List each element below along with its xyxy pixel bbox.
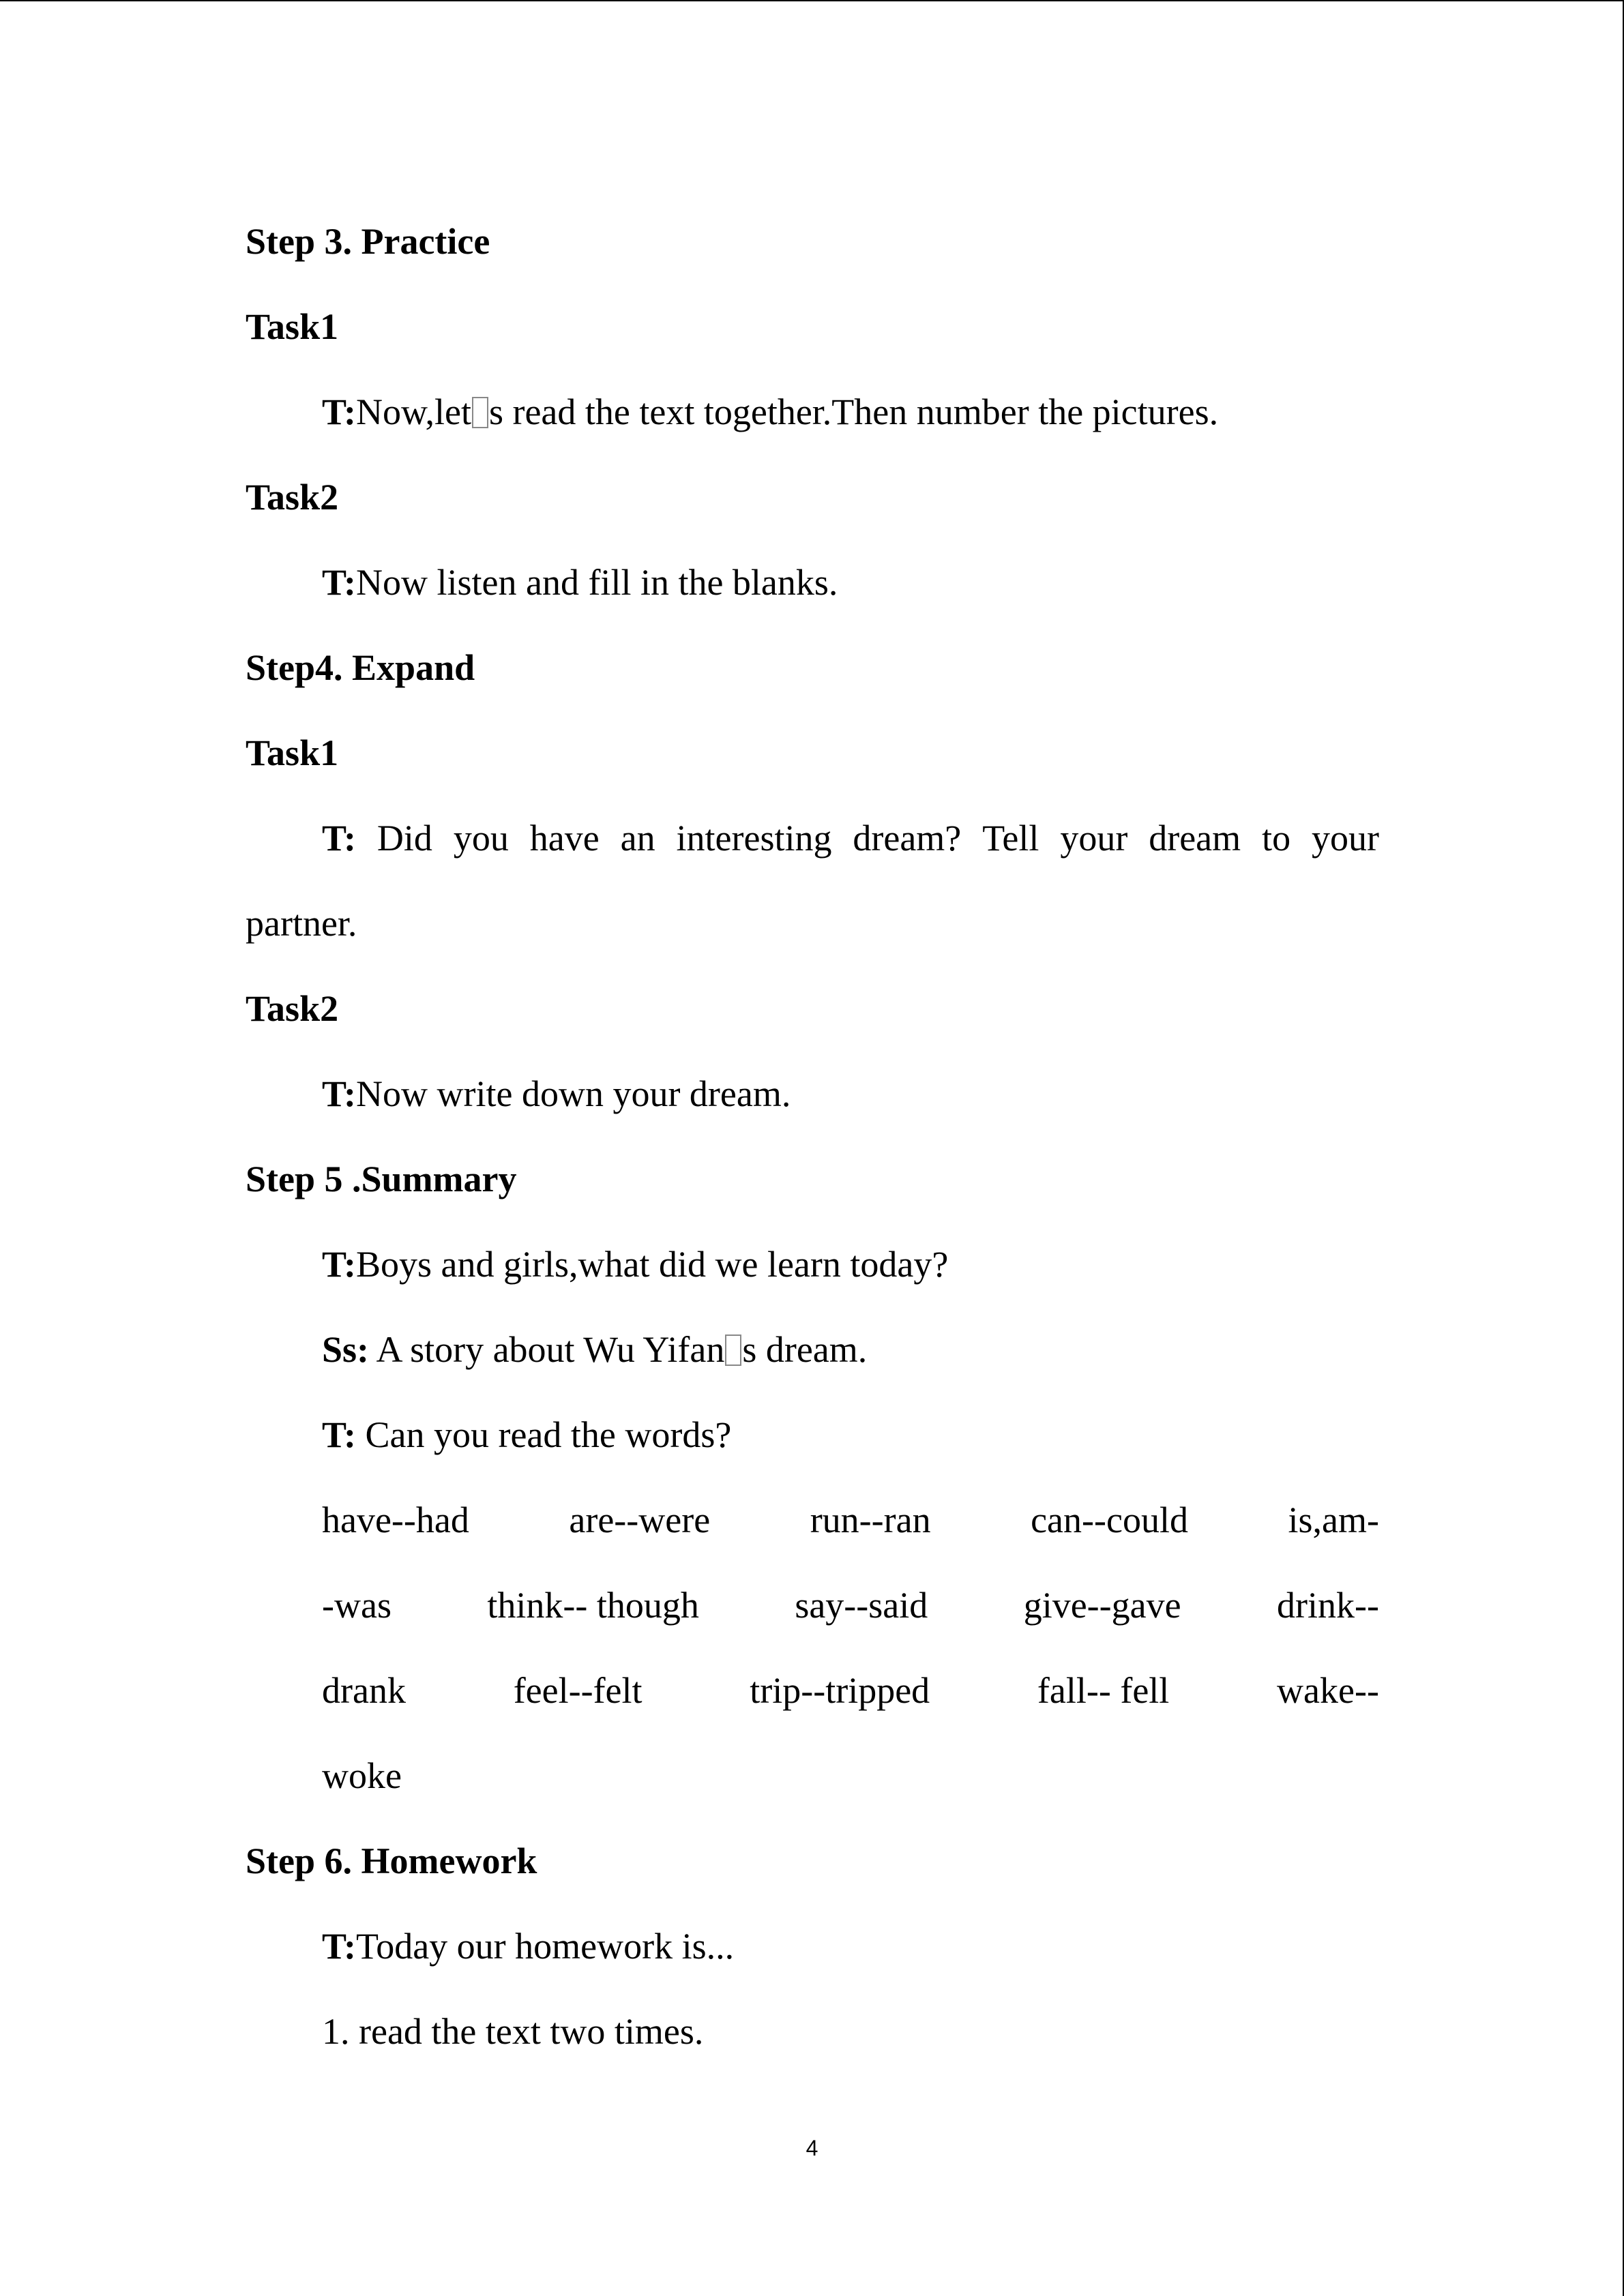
word: an [620,818,655,859]
step4-task2-label: Task2 [246,988,339,1029]
verb-form: give--gave [1023,1585,1181,1626]
word: dream [1149,818,1241,859]
word: dream? [853,818,962,859]
speaker-label: T: [322,1244,356,1285]
text-segment: s read the text together.Then number the pictures. [488,391,1219,432]
verb-form: are--were [569,1500,711,1540]
verb-form: have--had [322,1500,469,1540]
speaker-label: T: [322,1926,356,1967]
verb-form: is,am- [1288,1500,1379,1540]
speaker-label: T: [322,562,356,603]
verb-form: say--said [795,1585,928,1626]
verb-form: -was [322,1585,392,1626]
verb-forms-list [322,1500,1379,1840]
word: your [1060,818,1128,859]
text-segment: Today our homework is... [356,1926,735,1967]
verb-form: feel--felt [513,1670,643,1711]
verb-form: can--could [1031,1500,1188,1540]
step5-line2 [322,1329,867,1370]
verb-form: think-- though [487,1585,699,1626]
step3-heading: Step 3. Practice [246,221,490,262]
speaker-label: T: [322,1414,356,1455]
text-segment: s dream. [742,1329,868,1370]
step4-task1-continuation: partner. [246,903,357,944]
text-segment: A story about Wu Yifan [369,1329,725,1370]
text-segment: Now,let [356,391,471,432]
speaker-label: Ss: [322,1329,370,1370]
word-row [322,1585,1379,1626]
step3-task1-text [322,391,1218,432]
text-segment: Now write down your dream. [356,1073,791,1114]
verb-form: fall-- fell [1037,1670,1170,1711]
word: your [1312,818,1379,859]
page-number: 4 [806,2136,818,2160]
verb-form: wake-- [1277,1670,1379,1711]
word-row [322,1755,1379,1796]
step4-task1-label: Task1 [246,732,339,773]
step5-heading: Step 5 .Summary [246,1159,517,1199]
word: you [453,818,509,859]
text-segment: Boys and girls,what did we learn today? [356,1244,949,1285]
text-segment: Can you read the words? [356,1414,732,1455]
word-row [322,1670,1379,1711]
verb-form: trip--tripped [750,1670,930,1711]
missing-glyph-box [725,1335,741,1366]
step4-heading: Step4. Expand [246,647,475,688]
text-segment: Now listen and fill in the blanks. [356,562,838,603]
missing-glyph-box [472,397,488,428]
step5-line1 [322,1244,948,1285]
step4-task2-text [322,1073,791,1114]
word: to [1262,818,1291,859]
step5-line3 [322,1414,731,1455]
step6-heading: Step 6. Homework [246,1840,537,1881]
step3-task2-text [322,562,838,603]
speaker-label: T: [322,818,356,859]
word-row [322,1500,1379,1540]
word: have [529,818,600,859]
step3-task1-label: Task1 [246,306,339,347]
speaker-label: T: [322,1073,356,1114]
verb-form: woke [322,1755,402,1796]
word: interesting [676,818,832,859]
speaker-label: T: [322,391,356,432]
step3-task2-label: Task2 [246,477,339,518]
word: Did [377,818,432,859]
step4-task1-text [322,818,1379,859]
verb-form: drink-- [1277,1585,1379,1626]
verb-form: run--ran [810,1500,931,1540]
step6-line1 [322,1926,734,1967]
step6-line2: 1. read the text two times. [322,2011,704,2052]
word: Tell [982,818,1039,859]
verb-form: drank [322,1670,406,1711]
